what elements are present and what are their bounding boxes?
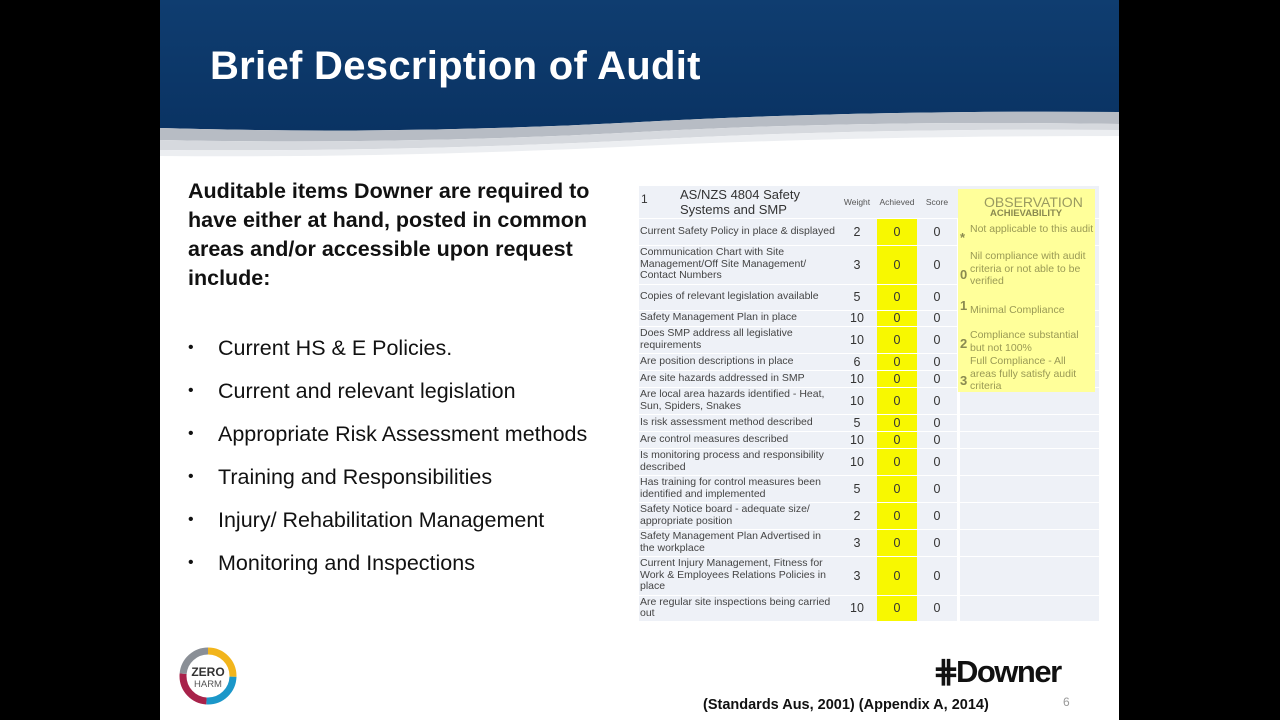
table-row: [639, 529, 1099, 556]
row-weight: 3: [837, 529, 877, 556]
row-item: Is risk assessment method described: [639, 414, 837, 431]
row-achieved: 0: [877, 431, 917, 448]
bullet-list: [188, 330, 587, 588]
section-header: [639, 186, 837, 218]
row-achieved: 0: [877, 448, 917, 475]
row-score: 0: [917, 595, 957, 621]
row-weight: 2: [837, 218, 877, 245]
achievability-text: Full Compliance - All areas fully satisfy audit criteria: [970, 355, 1077, 392]
table-row: [639, 448, 1099, 475]
row-observation: [960, 595, 1099, 621]
table-row: [639, 556, 1099, 595]
zero-text: ZERO: [191, 665, 225, 679]
row-achieved: 0: [877, 387, 917, 414]
col-header-achieved: Achieved: [877, 186, 917, 218]
row-weight: 5: [837, 284, 877, 310]
bullet-item: • Training and Responsibilities: [188, 459, 587, 502]
row-item: Does SMP address all legislative requirements: [639, 326, 837, 353]
bullet-dot-icon: •: [188, 382, 194, 399]
row-item: Current Injury Management, Fitness for Work & Employees Relations Policies in place: [639, 556, 837, 595]
row-item: Are control measures described: [639, 431, 837, 448]
row-score: 0: [917, 556, 957, 595]
bullet-dot-icon: •: [188, 468, 194, 485]
row-achieved: 0: [877, 353, 917, 370]
table-row: [639, 595, 1099, 621]
row-item: Copies of relevant legislation available: [639, 284, 837, 310]
row-achieved: 0: [877, 595, 917, 621]
row-item: Are position descriptions in place: [639, 353, 837, 370]
achievability-level: 2: [960, 336, 968, 351]
row-achieved: 0: [877, 284, 917, 310]
row-weight: 3: [837, 245, 877, 284]
row-weight: 10: [837, 431, 877, 448]
bullet-dot-icon: •: [188, 425, 194, 442]
achievability-level: 0: [960, 267, 968, 282]
row-weight: 10: [837, 595, 877, 621]
row-achieved: 0: [877, 414, 917, 431]
row-score: 0: [917, 431, 957, 448]
row-score: 0: [917, 326, 957, 353]
row-score: 0: [917, 284, 957, 310]
table-row: [639, 502, 1099, 529]
row-observation: [960, 414, 1099, 431]
bullet-item: • Current and relevant legislation: [188, 373, 587, 416]
harm-text: HARM: [194, 679, 222, 690]
row-observation: [960, 556, 1099, 595]
row-item: Are local area hazards identified - Heat, Sun, Spiders, Snakes: [639, 387, 837, 414]
table-row: [639, 414, 1099, 431]
achievability-text: Not applicable to this audit: [970, 223, 1094, 235]
section-number: 1: [641, 192, 648, 206]
row-achieved: 0: [877, 370, 917, 387]
row-item: Safety Management Plan in place: [639, 310, 837, 326]
row-observation: [960, 529, 1099, 556]
row-score: 0: [917, 387, 957, 414]
row-achieved: 0: [877, 529, 917, 556]
row-score: 0: [917, 370, 957, 387]
observation-title: OBSERVATION: [984, 194, 1083, 210]
achievability-text: Compliance substantial but not 100%: [970, 329, 1079, 354]
intro-text: Auditable items Downer are required to have either at hand, posted in common areas and/or accessible upon request include:: [188, 179, 590, 290]
row-score: 0: [917, 218, 957, 245]
row-item: Has training for control measures been identified and implemented: [639, 475, 837, 502]
row-item: Current Safety Policy in place & displayed: [639, 218, 837, 245]
page-number: 6: [1063, 695, 1070, 709]
row-score: 0: [917, 529, 957, 556]
zero-harm-ring-icon: [178, 646, 238, 706]
bullet-dot-icon: •: [188, 511, 194, 528]
row-achieved: 0: [877, 218, 917, 245]
row-score: 0: [917, 502, 957, 529]
row-score: 0: [917, 245, 957, 284]
citation: (Standards Aus, 2001) (Appendix A, 2014): [703, 697, 989, 713]
bullet-dot-icon: •: [188, 339, 194, 356]
zero-harm-logo: [178, 646, 238, 706]
achievability-level: *: [960, 230, 966, 245]
row-score: 0: [917, 475, 957, 502]
downer-hash-icon: ⋕: [933, 654, 956, 689]
row-observation: [960, 431, 1099, 448]
achievability-text: Nil compliance with audit criteria or not able to be verified: [970, 250, 1086, 287]
table-row: [639, 475, 1099, 502]
row-weight: 10: [837, 448, 877, 475]
col-header-weight: Weight: [837, 186, 877, 218]
row-score: 0: [917, 353, 957, 370]
observation-panel: [958, 189, 1095, 392]
row-observation: [960, 475, 1099, 502]
row-weight: 3: [837, 556, 877, 595]
row-score: 0: [917, 448, 957, 475]
table-row: [639, 431, 1099, 448]
row-observation: [960, 448, 1099, 475]
row-score: 0: [917, 310, 957, 326]
achievability-text: Minimal Compliance: [970, 304, 1065, 316]
slide: [160, 0, 1119, 720]
row-score: 0: [917, 414, 957, 431]
row-weight: 10: [837, 310, 877, 326]
row-weight: 10: [837, 370, 877, 387]
downer-logo: ⋕Downer: [933, 654, 1061, 689]
row-weight: 5: [837, 414, 877, 431]
bullet-item: • Monitoring and Inspections: [188, 545, 587, 588]
achievability-title: ACHIEVABILITY: [990, 208, 1063, 219]
row-achieved: 0: [877, 502, 917, 529]
row-item: Is monitoring process and responsibility described: [639, 448, 837, 475]
row-achieved: 0: [877, 245, 917, 284]
row-weight: 5: [837, 475, 877, 502]
bullet-item: • Current HS & E Policies.: [188, 330, 587, 373]
section-title: AS/NZS 4804 Safety Systems and SMP: [680, 186, 800, 217]
row-weight: 6: [837, 353, 877, 370]
row-item: Are site hazards addressed in SMP: [639, 370, 837, 387]
row-achieved: 0: [877, 556, 917, 595]
row-weight: 10: [837, 387, 877, 414]
row-achieved: 0: [877, 326, 917, 353]
row-item: Are regular site inspections being carried out: [639, 595, 837, 621]
row-achieved: 0: [877, 475, 917, 502]
col-header-score: Score: [917, 186, 957, 218]
bullet-dot-icon: •: [188, 554, 194, 571]
slide-title: Brief Description of Audit: [210, 44, 701, 88]
row-achieved: 0: [877, 310, 917, 326]
row-observation: [960, 502, 1099, 529]
bullet-item: • Appropriate Risk Assessment methods: [188, 416, 587, 459]
achievability-level: 3: [960, 373, 968, 388]
bullet-item: • Injury/ Rehabilitation Management: [188, 502, 587, 545]
row-weight: 2: [837, 502, 877, 529]
row-item: Communication Chart with Site Management/Off Site Management/ Contact Numbers: [639, 245, 837, 284]
row-item: Safety Management Plan Advertised in the workplace: [639, 529, 837, 556]
row-item: Safety Notice board - adequate size/ appropriate position: [639, 502, 837, 529]
row-weight: 10: [837, 326, 877, 353]
achievability-level: 1: [960, 298, 968, 313]
